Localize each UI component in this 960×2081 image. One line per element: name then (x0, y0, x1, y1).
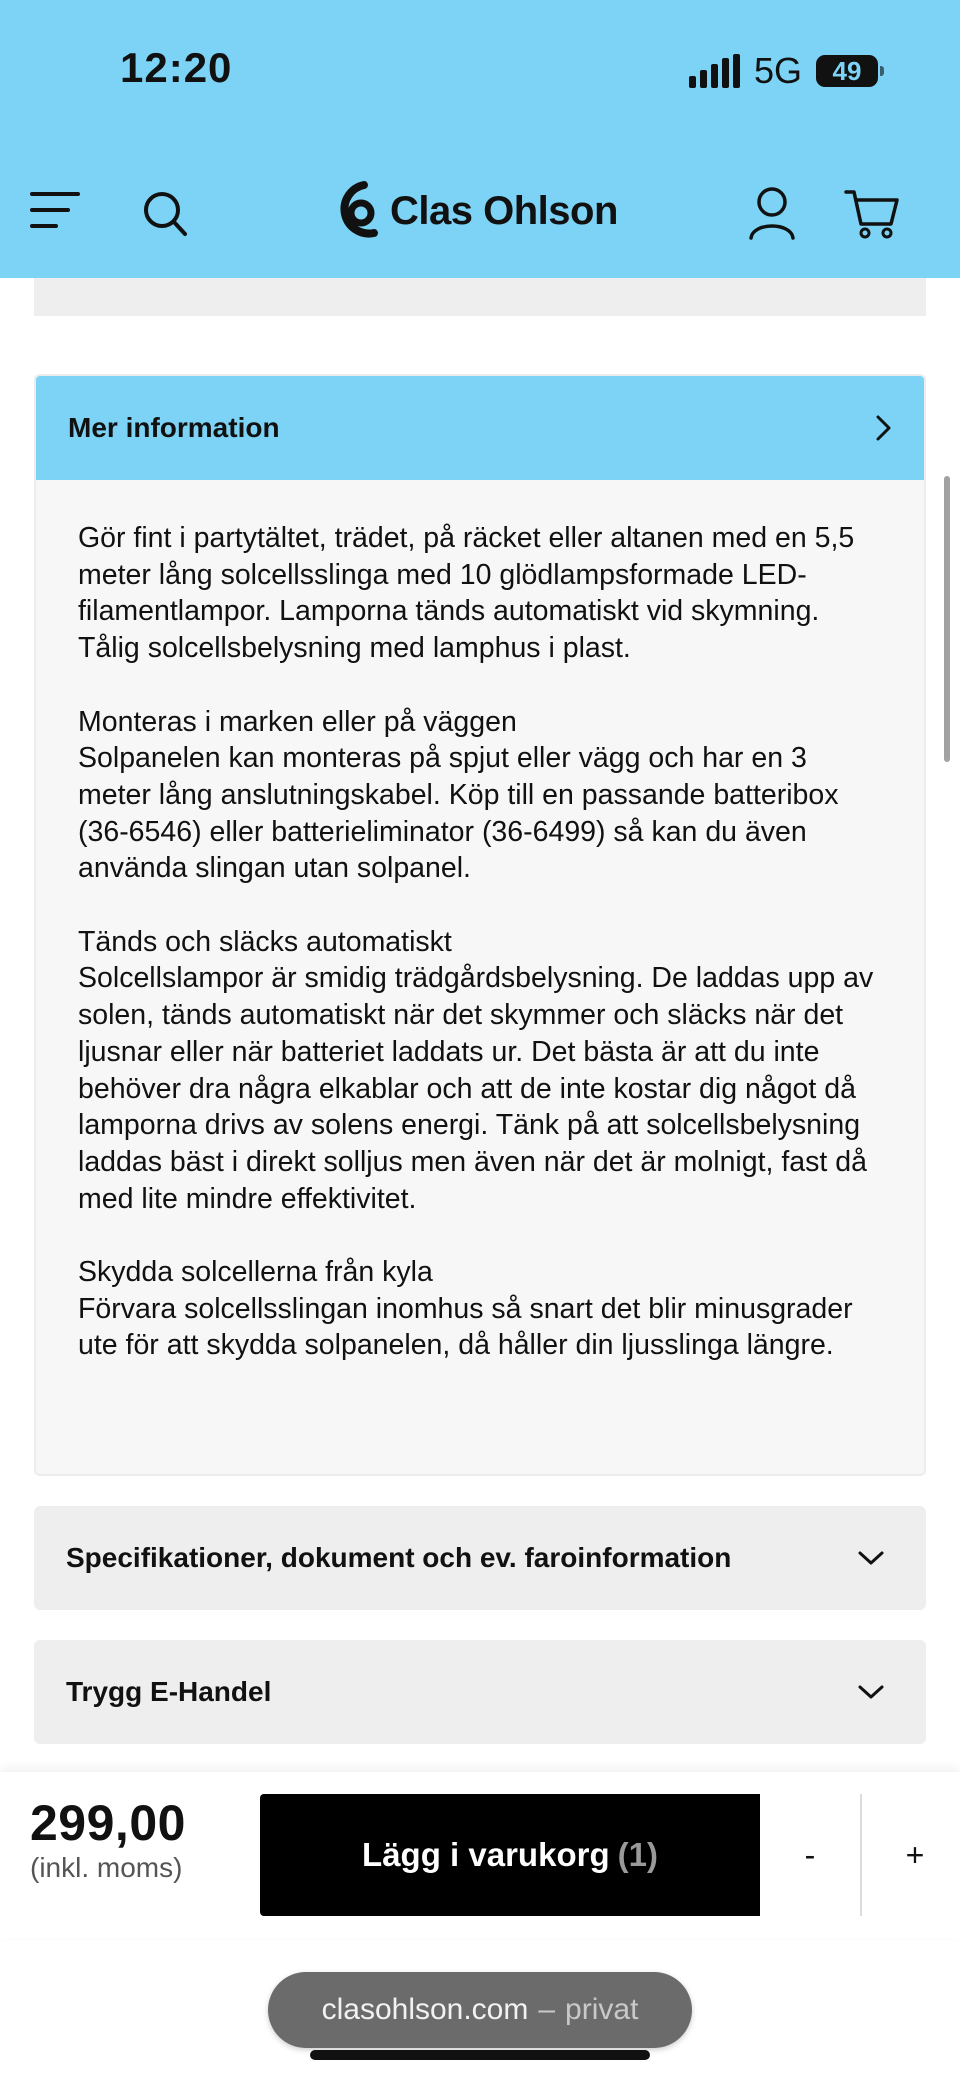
accordion-title: Specifikationer, dokument och ev. faroinformation (66, 1542, 732, 1573)
cart-count: (1) (617, 1836, 658, 1873)
top-header (0, 0, 960, 278)
purchase-bar (0, 1772, 960, 1938)
info-subheading: Skydda solcellerna från kyla (78, 1256, 433, 1289)
info-paragraph: Gör fint i partytältet, trädet, på räcket eller altanen med en 5,5 meter lång solcellsslinga med 10 glödlampsformade LED-filamentlampor. Lamporna tänds automatiskt vid skymning. Tålig solcellsbelysning med lamphus i plast. (78, 522, 855, 665)
signal-icon (689, 54, 740, 88)
more-info-body (36, 480, 924, 1364)
browser-mode: privat (565, 1993, 639, 2026)
chevron-right-icon (872, 413, 894, 443)
previous-section-card (34, 278, 926, 316)
battery-level: 49 (832, 55, 862, 86)
add-to-cart-button[interactable] (260, 1794, 760, 1916)
chevron-down-icon (856, 1682, 886, 1702)
info-subheading: Monteras i marken eller på väggen (78, 705, 517, 738)
scrollbar[interactable] (944, 476, 950, 762)
menu-icon[interactable] (30, 192, 80, 228)
browser-domain: clasohlson.com (321, 1993, 529, 2026)
price: 299,00 (30, 1795, 186, 1851)
status-indicators (689, 50, 878, 92)
search-icon[interactable] (142, 190, 188, 238)
accordion-safe-ecommerce[interactable] (34, 1640, 926, 1744)
home-indicator[interactable] (310, 2050, 650, 2060)
status-time: 12:20 (120, 44, 233, 91)
info-paragraph: Förvara solcellsslingan inomhus så snart det blir minusgrader ute för att skydda solpanelen, då håller din ljusslinga längre. (78, 1292, 853, 1362)
quantity-increase-button[interactable]: + (864, 1794, 960, 1916)
brand-name: Clas Ohlson (390, 188, 618, 233)
info-paragraph: Solpanelen kan monteras på spjut eller vägg och har en 3 meter lång anslutningskabel. Köp till en passande batteribox (36-6546) eller batterieliminator (36-6499) så kan du även använda slingan utan solpanel. (78, 742, 839, 885)
logo-mark-icon (334, 179, 380, 243)
info-paragraph: Solcellslampor är smidig trädgårdsbelysning. De laddas upp av solen, tänds automatiskt när det skymmer och släcks när det ljusnar eller när batteriet laddats ur. Det bästa är att du inte behöver dra några elkablar och att de inte kostar dig något då lamporna drivs av solens energi. Tänk på att solcellsbelysning laddas bäst i direkt solljus men även när det är molnigt, fast då med lite mindre effektivitet. (78, 962, 874, 1215)
browser-separator: – (538, 1993, 556, 2026)
vat-note: (inkl. moms) (30, 1852, 183, 1883)
add-to-cart-label: Lägg i varukorg (362, 1836, 610, 1873)
network-type: 5G (753, 50, 802, 91)
accordion-title: Trygg E-Handel (66, 1676, 272, 1707)
quantity-decrease-button[interactable]: - (760, 1794, 862, 1916)
browser-address-bar[interactable] (268, 1972, 692, 2048)
cart-icon[interactable] (844, 188, 900, 240)
more-info-title: Mer information (68, 412, 280, 443)
account-icon[interactable] (748, 186, 796, 240)
brand-logo[interactable] (334, 178, 618, 244)
battery-icon (816, 55, 878, 87)
more-info-header[interactable] (36, 376, 924, 480)
chevron-down-icon (856, 1548, 886, 1568)
accordion-specifications[interactable] (34, 1506, 926, 1610)
more-info-card (34, 374, 926, 1476)
info-subheading: Tänds och släcks automatiskt (78, 925, 452, 958)
